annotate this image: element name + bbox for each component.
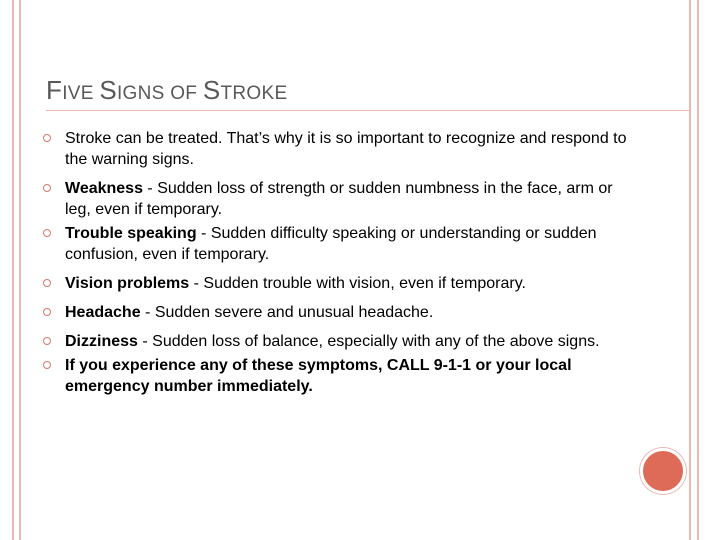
title-rest-1: IVE [62, 83, 94, 104]
left-border-line-outer [12, 0, 14, 540]
bullet-bold-text: Vision problems [65, 275, 190, 292]
bullet-text: - Sudden severe and unusual headache. [140, 304, 434, 321]
title-underline [46, 110, 689, 111]
bullet-text: - Sudden loss of strength or sudden numbness in the face, arm or leg, even if temporary. [65, 180, 613, 218]
bullet-text: - Sudden difficulty speaking or understanding or sudden confusion, even if temporary. [65, 225, 597, 263]
bullet-circle-icon [43, 279, 51, 287]
bullet-bold-text: Trouble speaking [65, 225, 197, 242]
bullet-circle-icon [43, 337, 51, 345]
bullet-item [43, 302, 633, 323]
bullet-bold-text: Headache [65, 304, 141, 321]
title-rest-2: IGNS [116, 83, 165, 104]
bullet-circle-icon [43, 184, 51, 192]
bullet-item [43, 223, 633, 265]
bullet-text: - Sudden trouble with vision, even if temporary. [189, 275, 526, 292]
bullet-circle-icon [43, 308, 51, 316]
bullet-item [43, 128, 633, 170]
bullet-circle-icon [43, 361, 51, 369]
bullet-circle-icon [43, 229, 51, 237]
left-border-line-inner [19, 0, 21, 540]
bullet-item [43, 273, 633, 294]
bullet-text: - Sudden loss of balance, especially with any of the above signs. [137, 333, 600, 350]
bullet-circle-icon [43, 134, 51, 142]
title-cap-2: S [99, 75, 117, 105]
right-border-line-outer [697, 0, 699, 540]
decorative-circle [640, 448, 686, 494]
title-rest-4: TROKE [220, 83, 288, 104]
right-border-line-inner [689, 0, 691, 540]
slide-title [46, 75, 287, 106]
bullet-bold-text: If you experience any of these symptoms, CALL 9-1-1 or your local emergency number immediately. [65, 357, 572, 395]
bullet-item [43, 178, 633, 220]
bullet-list [43, 128, 633, 405]
title-word-3: OF [170, 83, 198, 104]
bullet-text: Stroke can be treated. That’s why it is so important to recognize and respond to the warning signs. [65, 130, 627, 168]
title-cap-1: F [46, 75, 63, 105]
bullet-bold-text: Weakness [65, 180, 143, 197]
bullet-item [43, 355, 633, 397]
bullet-bold-text: Dizziness [65, 333, 138, 350]
title-cap-4: S [202, 75, 221, 105]
bullet-item [43, 331, 633, 352]
